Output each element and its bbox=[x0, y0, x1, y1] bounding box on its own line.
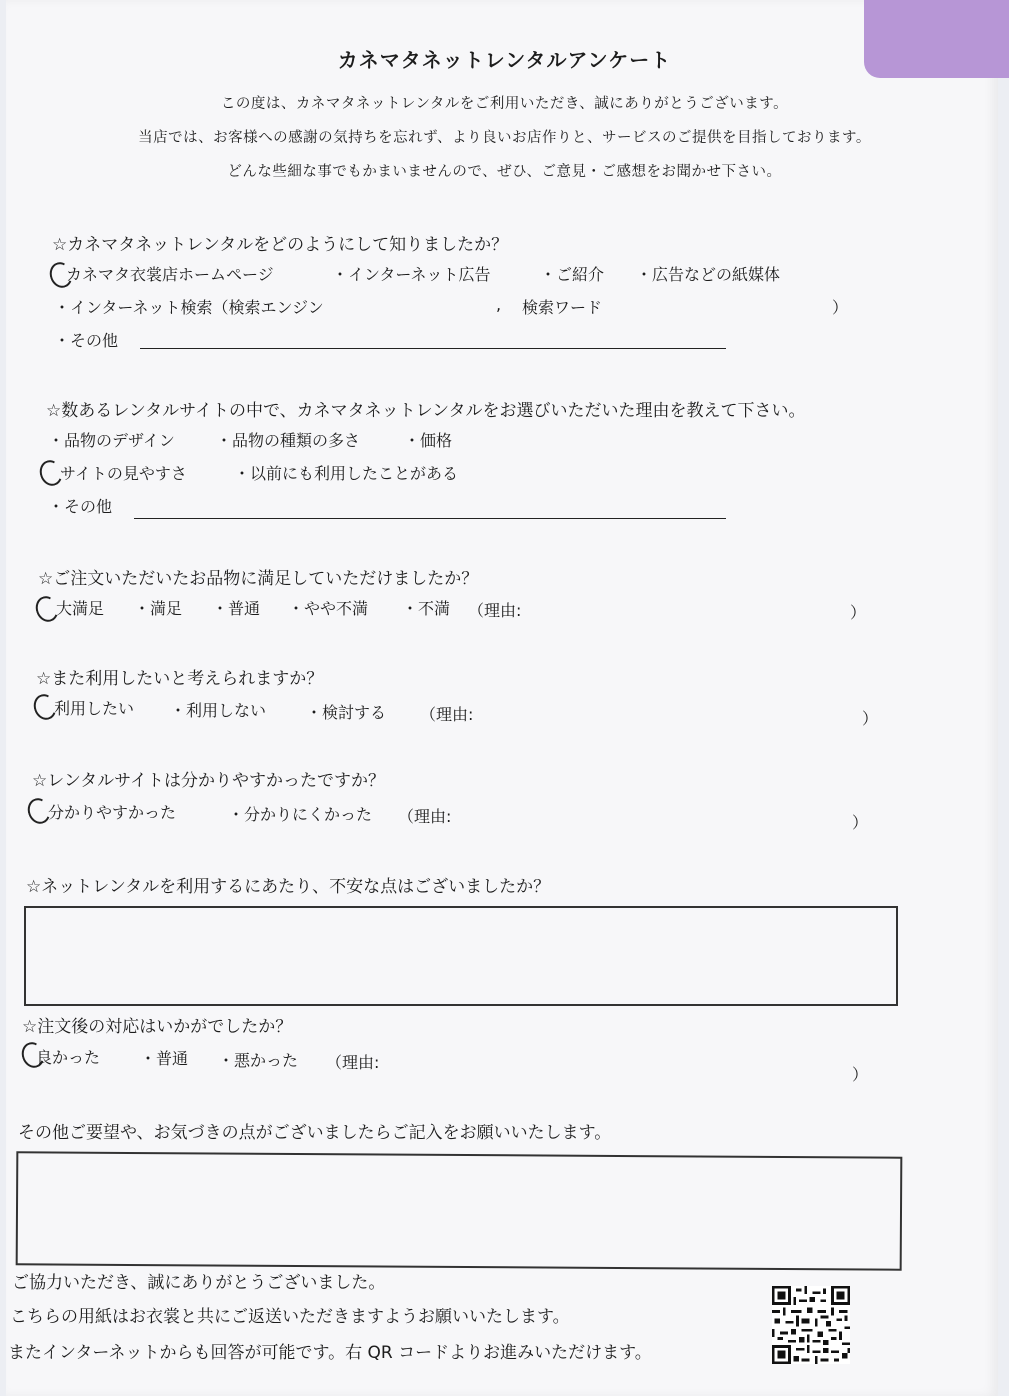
q2-option-price[interactable]: ・価格 bbox=[404, 431, 453, 450]
q4-option-will-use[interactable]: 利用したい bbox=[54, 699, 135, 718]
survey-title: カネマタネットレンタルアンケート bbox=[337, 48, 672, 72]
q3-question: ☆ご注文いただいたお品物に満足していただけましたか？ bbox=[38, 569, 479, 589]
q5-question: ☆レンタルサイトは分かりやすかったですか？ bbox=[32, 771, 385, 791]
q2-option-variety[interactable]: ・品物の種類の多さ bbox=[216, 431, 361, 450]
q7-reason-label: （理由: bbox=[326, 1053, 380, 1072]
q1-option-referral[interactable]: ・ご紹介 bbox=[540, 265, 605, 284]
q1-option-internet-ad[interactable]: ・インターネット広告 bbox=[332, 265, 491, 284]
q1-search-word-label: 検索ワード bbox=[522, 298, 603, 317]
q7-option-good[interactable]: 良かった bbox=[36, 1048, 101, 1067]
q4-option-will-not-use[interactable]: ・利用しない bbox=[170, 701, 267, 720]
q1-option-homepage[interactable]: カネマタ衣裳店ホームページ bbox=[66, 265, 274, 284]
q7-close-paren: ） bbox=[852, 1065, 869, 1084]
q3-option-very-satisfied[interactable]: 大満足 bbox=[56, 599, 105, 618]
q1-close-paren: ） bbox=[832, 298, 849, 317]
q5-reason-label: （理由: bbox=[398, 807, 452, 826]
q5-close-paren: ） bbox=[852, 813, 869, 832]
q4-option-considering[interactable]: ・検討する bbox=[306, 703, 387, 722]
q1-option-search[interactable]: ・インターネット検索（検索エンジン bbox=[54, 298, 324, 317]
q7-option-neutral[interactable]: ・普通 bbox=[140, 1049, 189, 1068]
q3-option-somewhat-dissatisfied[interactable]: ・やや不満 bbox=[288, 599, 369, 618]
q1-option-other[interactable]: ・その他 bbox=[54, 331, 119, 350]
q2-option-site-readability[interactable]: サイトの見やすさ bbox=[60, 464, 187, 483]
q8-question: その他ご要望や、お気づきの点がございましたらご記入をお願いいたします。 bbox=[18, 1123, 612, 1143]
q7-option-bad[interactable]: ・悪かった bbox=[218, 1051, 299, 1070]
footer-line-1: ご協力いただき、誠にありがとうございました。 bbox=[12, 1273, 386, 1293]
q4-close-paren: ） bbox=[862, 709, 879, 728]
q4-reason-label: （理由: bbox=[420, 705, 474, 724]
q3-reason-label: （理由: bbox=[468, 601, 522, 620]
q2-option-used-before[interactable]: ・以前にも利用したことがある bbox=[234, 464, 459, 483]
footer-line-3: またインターネットからも回答が可能です。右 QR コードよりお進みいただけます。 bbox=[8, 1343, 652, 1363]
q8-answer-box[interactable] bbox=[16, 1151, 903, 1270]
q2-option-other[interactable]: ・その他 bbox=[48, 497, 113, 516]
q1-search-comma: , bbox=[496, 295, 502, 314]
q6-answer-box[interactable] bbox=[24, 906, 898, 1006]
q3-option-neutral[interactable]: ・普通 bbox=[212, 599, 261, 618]
intro-line-2: 当店では、お客様への感謝の気持ちを忘れず、より良いお店作りと、サービスのご提供を目指しております。 bbox=[138, 130, 871, 146]
q1-other-input-line[interactable] bbox=[140, 348, 726, 349]
intro-line-1: この度は、カネマタネットレンタルをご利用いただき、誠にありがとうございます。 bbox=[220, 96, 789, 112]
footer-line-2: こちらの用紙はお衣裳と共にご返送いただきますようお願いいたします。 bbox=[10, 1307, 570, 1327]
q2-option-design[interactable]: ・品物のデザイン bbox=[48, 431, 175, 450]
q1-question: ☆カネマタネットレンタルをどのようにして知りましたか？ bbox=[52, 235, 509, 255]
intro-line-3: どんな些細な事でもかまいませんので、ぜひ、ご意見・ご感想をお聞かせ下さい。 bbox=[227, 164, 782, 180]
q6-question: ☆ネットレンタルを利用するにあたり、不安な点はございましたか？ bbox=[26, 877, 551, 897]
q3-option-satisfied[interactable]: ・満足 bbox=[134, 599, 183, 618]
q5-option-hard[interactable]: ・分かりにくかった bbox=[228, 805, 373, 824]
q5-option-easy[interactable]: 分かりやすかった bbox=[48, 803, 177, 822]
q3-option-dissatisfied[interactable]: ・不満 bbox=[402, 599, 451, 618]
q2-other-input-line[interactable] bbox=[134, 518, 726, 519]
q3-close-paren: ） bbox=[850, 603, 867, 622]
q1-option-print-media[interactable]: ・広告などの紙媒体 bbox=[636, 265, 781, 284]
q4-question: ☆また利用したいと考えられますか？ bbox=[36, 669, 324, 689]
q7-question: ☆注文後の対応はいかがでしたか？ bbox=[22, 1017, 293, 1037]
q2-question: ☆数あるレンタルサイトの中で、カネマタネットレンタルをお選びいただいた理由を教えて下さい。 bbox=[46, 401, 806, 421]
qr-code-icon[interactable] bbox=[772, 1286, 850, 1364]
